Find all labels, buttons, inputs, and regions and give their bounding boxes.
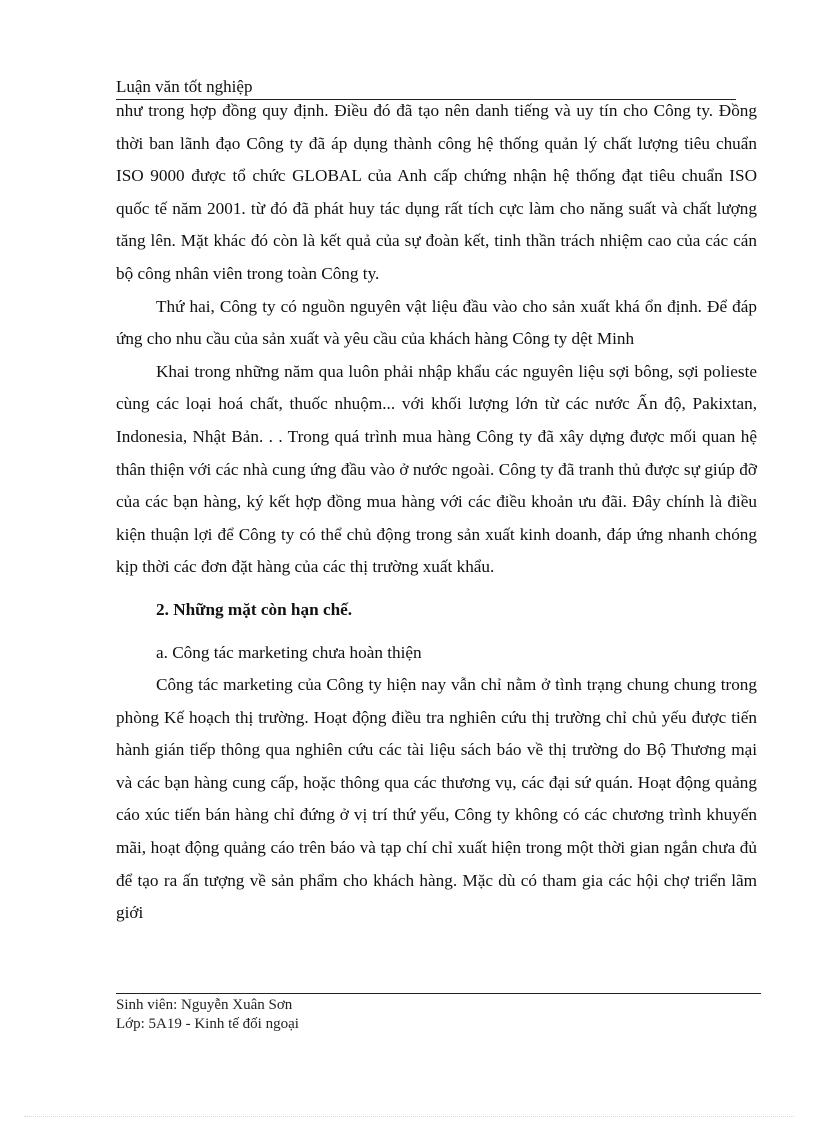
subsection-heading: a. Công tác marketing chưa hoàn thiện: [156, 642, 422, 662]
paragraph-marketing: Công tác marketing của Công ty hiện nay vẫn chỉ nằm ở tình trạng chung chung trong phòng Kế hoạch thị trường. Hoạt động điều tra nghiên cứu thị trường chỉ chủ yếu được tiến hành gián tiếp thông qua nghiên cứu các tài liệu sách báo về thị trường do Bộ Thương mại và các bạn hàng cung cấp, hoặc thông qua các thương vụ, các đại sứ quán. Hoạt động quảng cáo xúc tiến bán hàng chỉ đứng ở vị trí thứ yếu, Công ty không có các chương trình khuyến mãi, hoạt động quảng cáo trên báo và tạp chí chỉ xuất hiện trong một thời gian ngắn chưa đủ để tạo ra ấn tượng về sản phẩm cho khách hàng. Mặc dù có tham gia các hội chợ triển lãm giới: [116, 675, 757, 923]
paragraph-second-point: Thứ hai, Công ty có nguồn nguyên vật liệu đầu vào cho sản xuất khá ổn định. Để đáp ứng cho nhu cầu của sản xuất và yêu cầu của khách hàng Công ty dệt Minh: [116, 296, 757, 349]
running-header: Luận văn tốt nghiệp: [116, 77, 253, 96]
footer-rule: [116, 993, 761, 994]
spacer: [116, 584, 757, 594]
page-body: [116, 95, 757, 930]
spacer: [116, 627, 757, 637]
paragraph-continuation: như trong hợp đồng quy định. Điều đó đã tạo nên danh tiếng và uy tín cho Công ty. Đồng thời ban lãnh đạo Công ty đã áp dụng thành công hệ thống quản lý chất lượng tiêu chuẩn ISO 9000 được tổ chức GLOBAL của Anh cấp chứng nhận hệ thống đạt tiêu chuẩn ISO quốc tế năm 2001. từ đó đã phát huy tác dụng rất tích cực làm cho năng suất và chất lượng tăng lên. Mặt khác đó còn là kết quả của sự đoàn kết, tinh thần trách nhiệm cao của các cán bộ công nhân viên trong toàn Công ty.: [116, 101, 757, 283]
footer-class: Lớp: 5A19 - Kinh tế đối ngoại: [116, 1016, 299, 1032]
section-heading: 2. Những mặt còn hạn chế.: [156, 599, 353, 619]
page-footer: [116, 996, 299, 1034]
page-edge-divider: [24, 1116, 794, 1117]
footer-student-name: Sinh viên: Nguyễn Xuân Sơn: [116, 997, 293, 1013]
paragraph-suppliers: Khai trong những năm qua luôn phải nhập khẩu các nguyên liệu sợi bông, sợi polieste cùng các loại hoá chất, thuốc nhuộm... với khối lượng lớn từ các nước Ấn độ, Pakixtan, Indonesia, Nhật Bản. . . Trong quá trình mua hàng Công ty đã xây dựng được mối quan hệ thân thiện với các nhà cung ứng đầu vào ở nước ngoài. Công ty đã tranh thủ được sự giúp đỡ của các bạn hàng, ký kết hợp đồng mua hàng với các điều khoản ưu đãi. Đây chính là điều kiện thuận lợi để Công ty có thể chủ động trong sản xuất kinh doanh, đáp ứng nhanh chóng kịp thời các đơn đặt hàng của các thị trường xuất khẩu.: [116, 361, 757, 577]
